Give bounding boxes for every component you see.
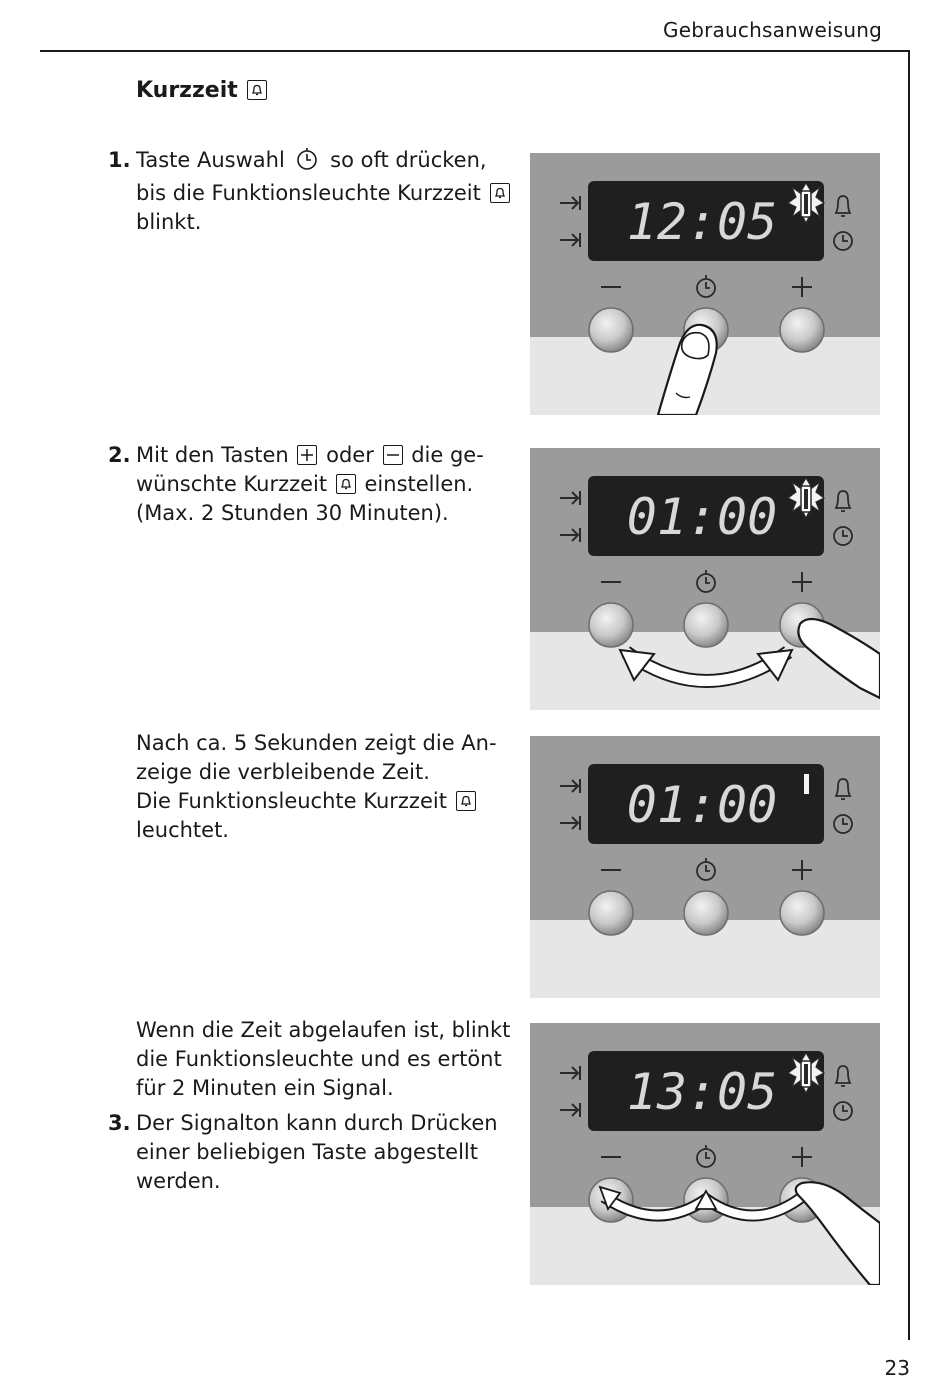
step-2-line-1 — [136, 441, 536, 470]
text: Taste Auswahl — [136, 148, 285, 172]
minus-key-icon — [383, 445, 403, 465]
indicator-steady-icon — [804, 774, 809, 794]
text: so oft drücken, — [330, 148, 487, 172]
text: Mit den Tasten — [136, 443, 289, 467]
step-number: 3. — [108, 1111, 131, 1135]
bell-icon — [336, 474, 356, 494]
oven-panel-4 — [530, 1023, 880, 1285]
step-number: 1. — [108, 148, 131, 172]
step-3-line-3: werden. — [136, 1169, 221, 1193]
bell-icon — [456, 791, 476, 811]
section-title — [136, 78, 269, 103]
step-3 — [108, 1109, 536, 1196]
side-rule — [908, 50, 910, 1340]
section-title-text: Kurzzeit — [136, 78, 238, 103]
plus-key-icon — [297, 445, 317, 465]
text: wünschte Kurzzeit — [136, 472, 328, 496]
note-2 — [136, 1016, 536, 1103]
step-2 — [108, 441, 536, 528]
header-rule — [40, 50, 910, 52]
note-1 — [136, 729, 536, 845]
step-1-line-1 — [136, 146, 536, 179]
note-2-line-2: die Funktionsleuchte und es ertönt — [136, 1047, 502, 1071]
step-2-line-2 — [136, 470, 536, 499]
bell-icon — [247, 80, 267, 100]
bell-icon — [490, 183, 510, 203]
note-2-line-1: Wenn die Zeit abgelaufen ist, blinkt — [136, 1018, 511, 1042]
text: Die Funktionsleuchte Kurzzeit — [136, 789, 447, 813]
step-2-line-3: (Max. 2 Stunden 30 Minuten). — [136, 501, 449, 525]
display-time: 13:05 — [626, 1063, 778, 1121]
header-title: Gebrauchsanweisung — [663, 18, 882, 42]
step-3-line-1: Der Signalton kann durch Drücken — [136, 1111, 498, 1135]
note-1-line-4: leuchtet. — [136, 818, 229, 842]
oven-panel-3 — [530, 736, 880, 998]
note-1-line-2: zeige die verbleibende Zeit. — [136, 760, 430, 784]
step-number: 2. — [108, 443, 131, 467]
note-2-line-3: für 2 Minuten ein Signal. — [136, 1076, 394, 1100]
oven-panel-1 — [530, 153, 880, 415]
oven-panel-2 — [530, 448, 880, 710]
page-number: 23 — [884, 1356, 910, 1380]
step-3-line-2: einer beliebigen Taste abgestellt — [136, 1140, 478, 1164]
text: die ge- — [411, 443, 484, 467]
text: oder — [326, 443, 374, 467]
text: bis die Funktionsleuchte Kurzzeit — [136, 181, 481, 205]
clock-icon — [295, 147, 319, 179]
note-1-line-3 — [136, 787, 536, 816]
display-time: 01:00 — [626, 488, 778, 546]
note-1-line-1: Nach ca. 5 Sekunden zeigt die An- — [136, 731, 497, 755]
step-1-line-2 — [136, 179, 536, 208]
step-1 — [108, 146, 536, 237]
display-time: 01:00 — [626, 776, 778, 834]
display-time: 12:05 — [626, 193, 778, 251]
text: einstellen. — [364, 472, 474, 496]
step-1-line-3: blinkt. — [136, 210, 202, 234]
